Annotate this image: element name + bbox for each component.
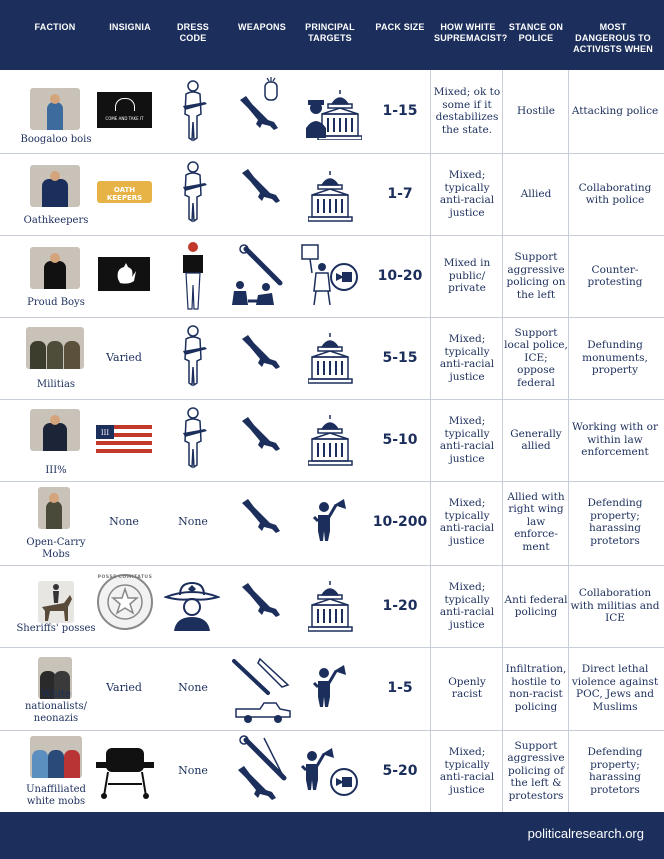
soldier-icon <box>177 407 209 471</box>
insignia-text: COME AND TAKE IT <box>105 116 144 121</box>
stance: Allied <box>520 187 552 200</box>
table-row <box>0 70 664 152</box>
how-white: Mixed; typically anti-racial justice <box>439 497 495 547</box>
rifle-icon <box>240 167 282 209</box>
header-dress-code: DRESS CODE <box>176 22 209 43</box>
capitol-icon <box>308 413 354 467</box>
footer <box>0 812 664 859</box>
danger: Defunding monuments, property <box>582 339 648 377</box>
stance: Support aggressive policing on the left <box>506 251 566 301</box>
faction-photo <box>30 88 80 130</box>
header-weapons: WEAPONS <box>238 22 286 32</box>
danger: Counter-protesting <box>587 263 643 288</box>
faction-photo <box>38 581 74 623</box>
stance: Support local police, ICE; oppose federal <box>504 326 568 389</box>
insignia-text: Varied <box>106 680 142 694</box>
grill-icon <box>94 738 156 800</box>
how-white: Mixed; typically anti-racial justice <box>439 581 495 631</box>
soldier-icon <box>177 325 209 389</box>
bat-beating-icon <box>230 243 294 309</box>
stance: Hostile <box>516 104 556 117</box>
protester-antifa-icon <box>300 243 364 309</box>
danger: Collaborating with police <box>578 181 652 206</box>
header-dangerous: MOST DANGEROUS TO ACTIVISTS WHEN <box>573 22 653 54</box>
danger: Defending property; harassing protetors <box>587 746 643 796</box>
pack-size: 1-7 <box>387 185 413 202</box>
stance: Allied with right wing law enforce- ment <box>507 490 565 553</box>
table-row <box>0 481 664 563</box>
grenade-icon <box>262 76 280 102</box>
dress-code-text: None <box>178 680 208 694</box>
pack-size: 1-20 <box>382 597 418 614</box>
pack-size: 5-10 <box>382 431 418 448</box>
table-header <box>0 0 664 70</box>
faction-photo <box>26 327 84 369</box>
faction-photo <box>30 247 80 289</box>
faction-name: Open-Carry Mobs <box>26 537 86 560</box>
faction-name: Proud Boys <box>27 297 85 308</box>
soldier-icon <box>177 161 209 225</box>
polo-shirt-person-icon <box>178 241 208 311</box>
rifle-icon <box>240 415 282 457</box>
knives-truck-icon <box>230 655 296 725</box>
header-stance: STANCE ON POLICE <box>508 22 564 43</box>
table-row <box>0 730 664 812</box>
insignia-text: OATH KEEPERS <box>106 186 143 202</box>
pack-size: 1-15 <box>382 102 418 119</box>
svg-text:III: III <box>100 429 110 437</box>
header-insignia: INSIGNIA <box>109 22 151 32</box>
how-white: Openly racist <box>448 675 486 700</box>
oathkeepers-logo <box>97 181 152 203</box>
stance: Generally allied <box>510 427 562 452</box>
bat-rifle-icon <box>232 734 294 808</box>
dress-code-text: None <box>178 763 208 777</box>
rifle-icon <box>240 497 282 539</box>
faction-photo <box>30 409 80 451</box>
pack-size: 5-15 <box>382 349 418 366</box>
danger: Working with or within law enforcement <box>572 421 658 459</box>
horse-rider-icon <box>38 581 74 623</box>
pack-size: 5-20 <box>382 762 418 779</box>
pack-size: 10-200 <box>372 513 428 530</box>
danger: Defending property; harassing protetors <box>587 497 643 547</box>
soldier-icon <box>177 80 209 144</box>
rifle-icon <box>240 333 282 375</box>
insignia-text: Varied <box>106 350 142 364</box>
table-row <box>0 235 664 317</box>
faction-photo <box>38 487 70 529</box>
posse-comitatus-seal <box>96 573 154 631</box>
proud-boys-flag <box>98 257 150 291</box>
header-faction: FACTION <box>34 22 76 32</box>
faction-name: Militias <box>36 379 76 390</box>
stance: Infiltration, hostile to non-racist policing <box>505 663 567 713</box>
capitol-icon <box>308 169 354 223</box>
capitol-icon <box>308 579 354 633</box>
table-row <box>0 317 664 399</box>
stance: Anti federal policing <box>504 593 568 618</box>
police-capitol-icon <box>304 88 362 140</box>
danger: Direct lethal violence against POC, Jews and Muslims <box>571 663 659 713</box>
faction-photo <box>30 165 80 207</box>
table-row <box>0 565 664 647</box>
faction-name: Unaffiliated white mobs <box>26 784 86 807</box>
table-row <box>0 153 664 235</box>
insignia-text: POSSE COMITATUS <box>97 575 153 580</box>
stance: Support aggressive policing of the left & protestors <box>507 739 565 802</box>
faction-photo <box>30 736 82 778</box>
how-white: Mixed; typically anti-racial justice <box>439 169 495 219</box>
rooster-icon <box>98 257 150 291</box>
footer-url[interactable]: politicalresearch.org <box>527 826 644 841</box>
pack-size: 10-20 <box>377 267 423 284</box>
how-white: Mixed; typically anti-racial justice <box>439 415 495 465</box>
header-how-white: HOW WHITE SUPREMACIST? <box>434 22 508 43</box>
faction-name: Oathkeepers <box>23 215 89 226</box>
sheriff-icon <box>164 579 220 633</box>
how-white: Mixed; typically anti-racial justice <box>439 746 495 796</box>
megaphone-protester-icon <box>312 661 352 713</box>
rifle-icon <box>240 581 282 623</box>
boogaloo-flag <box>97 92 152 128</box>
megaphone-protester-icon <box>312 495 352 547</box>
how-white: Mixed in public/ private <box>443 257 491 295</box>
how-white: Mixed; ok to some if it destabilizes the state. <box>433 86 501 136</box>
header-principal-targets: PRINCIPAL TARGETS <box>305 22 355 43</box>
faction-name: White nationalists/ neonazis <box>24 689 88 724</box>
danger: Collaboration with militias and ICE <box>570 587 660 625</box>
danger: Attacking police <box>571 104 659 117</box>
table-row <box>0 399 664 481</box>
pack-size: 1-5 <box>387 679 413 696</box>
megaphone-antifa-icon <box>300 744 362 800</box>
dress-code-text: None <box>178 514 208 528</box>
faction-name: III% <box>45 465 67 476</box>
table-row <box>0 647 664 729</box>
faction-name: Sheriffs' posses <box>16 623 96 634</box>
insignia-text: None <box>109 514 139 528</box>
faction-name: Boogaloo bois <box>20 134 92 145</box>
how-white: Mixed; typically anti-racial justice <box>439 333 495 383</box>
capitol-icon <box>308 331 354 385</box>
three-percent-flag <box>96 425 152 455</box>
header-pack-size: PACK SIZE <box>375 22 425 32</box>
